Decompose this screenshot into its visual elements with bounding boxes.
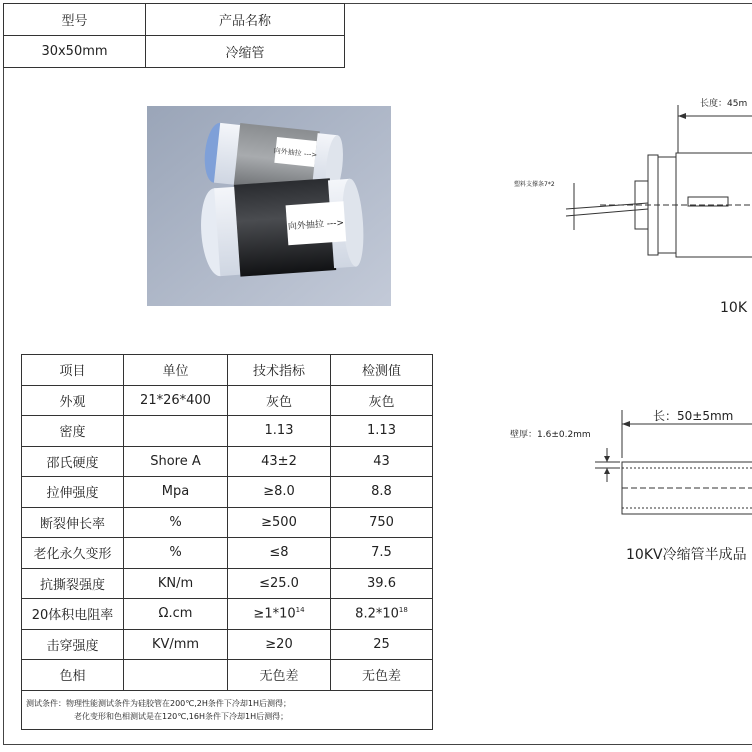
diagram2-length-label: 长：50±5mm — [653, 409, 734, 423]
unit-cell — [124, 660, 228, 691]
product-name-value: 冷缩管 — [146, 36, 345, 68]
unit-cell — [124, 416, 228, 447]
table-row — [22, 507, 433, 538]
spec-cell: ≥20 — [228, 629, 331, 660]
diagram1-support-label: 塑料支撑条7*2 — [514, 181, 555, 188]
spec-cell: ≥500 — [228, 507, 331, 538]
item-cell: 色相 — [22, 660, 124, 691]
photo-label-black: 向外抽拉 ---> — [287, 218, 345, 233]
unit-cell: % — [124, 538, 228, 569]
item-cell: 老化永久变形 — [22, 538, 124, 569]
item-cell: 外观 — [22, 385, 124, 416]
value-cell: 1.13 — [331, 416, 433, 447]
value-exponent: 18 — [398, 606, 408, 615]
value-cell: 43 — [331, 446, 433, 477]
model-value: 30x50mm — [4, 36, 146, 68]
unit-cell: KV/mm — [124, 629, 228, 660]
table-row — [22, 446, 433, 477]
table-row — [22, 629, 433, 660]
item-cell: 邵氏硬度 — [22, 446, 124, 477]
diagram1-length-label: 长度：45m — [700, 99, 748, 109]
table-row — [22, 660, 433, 691]
table-row — [22, 477, 433, 508]
value-cell — [331, 599, 433, 630]
spec-header-unit: 单位 — [124, 355, 228, 386]
photo-label-grey: 向外抽拉 ---> — [273, 146, 318, 160]
unit-cell: Ω.cm — [124, 599, 228, 630]
value-cell: 25 — [331, 629, 433, 660]
header-table — [3, 3, 345, 68]
diagram1-caption: 10K — [720, 300, 747, 316]
spec-header-item: 项目 — [22, 355, 124, 386]
header-product-label: 产品名称 — [146, 4, 345, 36]
spec-cell: ≤8 — [228, 538, 331, 569]
item-cell: 密度 — [22, 416, 124, 447]
note-line-1: 测试条件：物理性能测试条件为硅胶管在200℃,2H条件下冷却1H后测得； — [26, 698, 292, 708]
spec-cell: 灰色 — [228, 385, 331, 416]
value-cell: 8.8 — [331, 477, 433, 508]
spec-cell: 无色差 — [228, 660, 331, 691]
test-conditions-note — [22, 690, 433, 729]
header-model-label: 型号 — [4, 4, 146, 36]
spec-table — [21, 354, 433, 730]
value-cell: 无色差 — [331, 660, 433, 691]
value-cell: 灰色 — [331, 385, 433, 416]
spec-base: ≥1*10 — [253, 606, 296, 622]
spec-header-row — [22, 355, 433, 386]
table-row — [22, 538, 433, 569]
spec-header-spec: 技术指标 — [228, 355, 331, 386]
unit-cell: % — [124, 507, 228, 538]
unit-cell: KN/m — [124, 568, 228, 599]
spec-exponent: 14 — [295, 606, 305, 615]
value-cell: 7.5 — [331, 538, 433, 569]
table-row — [22, 599, 433, 630]
diagram2-wall-label: 壁厚：1.6±0.2mm — [510, 430, 591, 440]
table-row — [22, 385, 433, 416]
product-photo — [147, 106, 391, 306]
diagram-bottom — [500, 400, 752, 530]
value-cell: 39.6 — [331, 568, 433, 599]
spec-cell — [228, 599, 331, 630]
item-cell: 20体积电阻率 — [22, 599, 124, 630]
table-row — [22, 568, 433, 599]
note-row — [22, 690, 433, 729]
spec-cell: ≥8.0 — [228, 477, 331, 508]
diagram2-caption: 10KV冷缩管半成品 — [626, 547, 747, 563]
item-cell: 抗撕裂强度 — [22, 568, 124, 599]
spec-cell: 1.13 — [228, 416, 331, 447]
table-row — [22, 416, 433, 447]
unit-cell: Shore A — [124, 446, 228, 477]
note-line-2: 老化变形和色相测试是在120℃,16H条件下冷却1H后测得； — [74, 711, 289, 721]
value-base: 8.2*10 — [355, 606, 399, 622]
value-cell: 750 — [331, 507, 433, 538]
diagram-top — [500, 85, 752, 325]
unit-cell: Mpa — [124, 477, 228, 508]
spec-cell: ≤25.0 — [228, 568, 331, 599]
item-cell: 击穿强度 — [22, 629, 124, 660]
unit-cell: 21*26*400 — [124, 385, 228, 416]
spec-header-value: 检测值 — [331, 355, 433, 386]
item-cell: 断裂伸长率 — [22, 507, 124, 538]
spec-cell: 43±2 — [228, 446, 331, 477]
item-cell: 拉伸强度 — [22, 477, 124, 508]
